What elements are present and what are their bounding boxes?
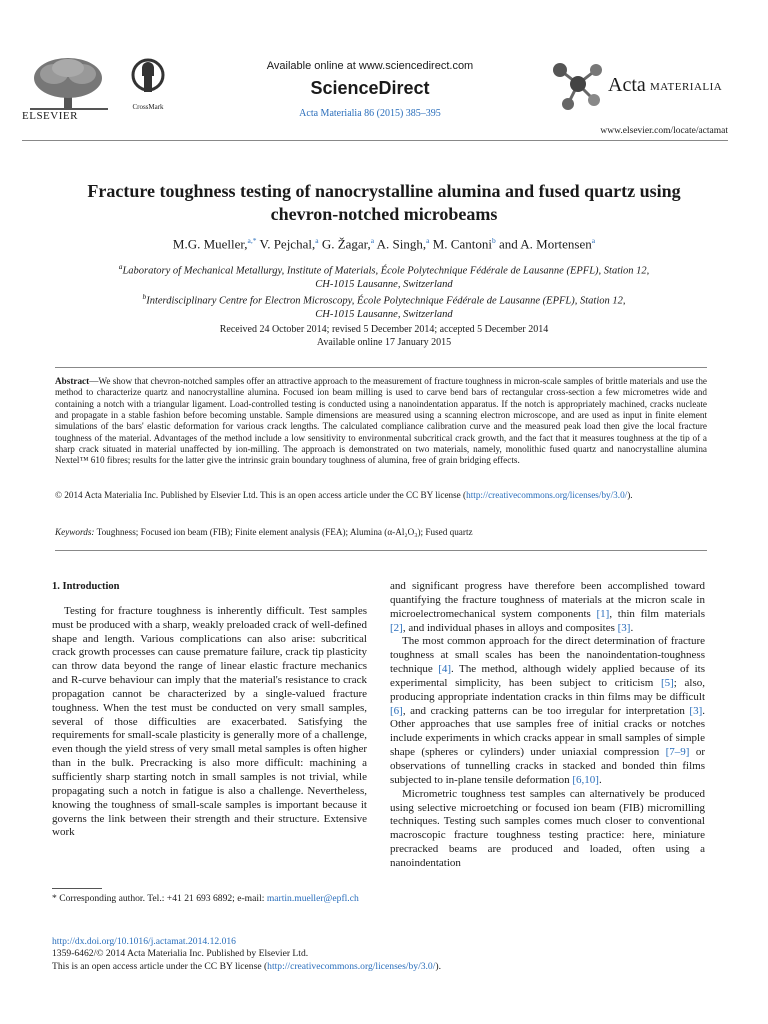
author-name[interactable]: and A. Mortensen bbox=[498, 236, 592, 252]
abstract-label: Abstract bbox=[55, 376, 90, 386]
keywords bbox=[55, 527, 707, 537]
title-line-1: Fracture toughness testing of nanocrystalline alumina and fused quartz using bbox=[87, 181, 681, 201]
affiliation-line: CH-1015 Lausanne, Switzerland bbox=[315, 309, 453, 320]
citation-link[interactable]: [3] bbox=[689, 704, 703, 717]
crossmark-label: CrossMark bbox=[132, 103, 164, 111]
body-column-left bbox=[52, 580, 367, 840]
citation-link[interactable]: [1] bbox=[596, 607, 610, 620]
publisher-name: ELSEVIER bbox=[22, 110, 78, 122]
doi-link[interactable]: http://dx.doi.org/10.1016/j.actamat.2014.12.016 bbox=[52, 936, 236, 947]
crossmark-icon bbox=[131, 58, 165, 96]
abstract-divider-top bbox=[55, 367, 707, 368]
received-dates: Received 24 October 2014; revised 5 December 2014; accepted 5 December 2014 bbox=[219, 324, 549, 335]
keywords-list: Toughness; Focused ion beam (FIB); Finite element analysis (FEA); Alumina (α-Al₂O₃); Fused quartz bbox=[94, 527, 473, 537]
author-name[interactable]: V. Pejchal, bbox=[259, 236, 316, 252]
body-paragraph: The most common approach for the direct determination of fracture toughness at small scales has been the nanoindentation-toughness technique [4]. The method, although widely applied because of its experimental simplicity, has been subject to criticism [5]; also, producing appropriate indentation cracks in thin films may be difficult [6], and cracking patterns can be too irregular for interpretation [3]. Other approaches that use samples free of initial cracks or notches include experiments in which cracks appear in small samples of simple shape (spheres or cylinders) under uniaxial compression [7–9] or observations of tunnelling cracks in stacked and bonded thin films subjected to in-plane tensile deformation [6,10]. bbox=[390, 635, 705, 786]
journal-reference-link[interactable]: Acta Materialia 86 (2015) 385–395 bbox=[299, 108, 441, 119]
author-name[interactable]: G. Žagar, bbox=[321, 236, 371, 252]
citation-link[interactable]: [6] bbox=[390, 704, 403, 717]
affiliation-mark: b bbox=[142, 292, 147, 301]
article-title bbox=[40, 180, 728, 226]
copyright-text: © 2014 Acta Materialia Inc. Published by Elsevier Ltd. This is an open access article under the CC BY license ( bbox=[55, 490, 467, 500]
affiliation-line: Laboratory of Mechanical Metallurgy, Institute of Materials, École Polytechnique Fédérale de Lausanne (EPFL), Station 12, bbox=[122, 265, 650, 277]
citation-link[interactable]: [3] bbox=[617, 621, 631, 634]
author-affiliation-mark[interactable]: a bbox=[426, 236, 430, 245]
footnote-divider bbox=[52, 888, 102, 889]
issn-text: 1359-6462/© 2014 Acta Materialia Inc. Published by Elsevier Ltd. bbox=[52, 948, 309, 960]
author-name[interactable]: A. Singh, bbox=[376, 236, 427, 252]
author-name[interactable]: M. Cantoni bbox=[432, 236, 492, 252]
available-online-text: Available online at www.sciencedirect.com bbox=[266, 60, 474, 72]
elsevier-tree-logo bbox=[20, 56, 118, 112]
abstract-copyright bbox=[55, 490, 707, 502]
abstract-text: —We show that chevron-notched samples offer an attractive approach to the measurement of fracture toughness in micron-scale samples of brittle materials and use the method to characterize quartz and nanocrystalline alumina. Focused ion beam milling is used to carve bend bars of rectangular cross-section a few micrometres wide and containing a notch with a triangular ligament. Load-controlled testing is conducted using a nanoindentation apparatus. If the notch is appropriately machined, cracks nucleate and propagate in a stable fashion before becoming unstable. Sample dimensions are measured using a scanning electron microscope, and are used as input in finite element simulations of the bars' elastic deformation for various crack lengths. The calculated compliance calibration curve and the measured peak load then give the local fracture toughness of the material. Advantages of the method include a low sensitivity to environmental subcritical crack growth, and the fact that it measures toughness at the tip of a sharp crack situated in material unaffected by ion-milling. The approach is demonstrated on two materials, namely, monolithic fused quartz and nanocrystalline alumina Nextel™ 610 fibres; results for the latter give the intrinsic grain boundary toughness of alumina, free of grain bridging effects. bbox=[55, 376, 707, 466]
email-link[interactable]: martin.mueller@epfl.ch bbox=[266, 893, 359, 904]
author-list bbox=[40, 236, 728, 252]
body-column-right bbox=[390, 580, 705, 871]
crossmark-badge[interactable] bbox=[128, 58, 168, 110]
affiliation-line: CH-1015 Lausanne, Switzerland bbox=[315, 279, 453, 290]
author-affiliation-mark[interactable]: b bbox=[491, 236, 496, 245]
footnote-text: Corresponding author. Tel.: +41 21 693 6892; e-mail: bbox=[56, 893, 267, 904]
page-footer bbox=[52, 936, 732, 973]
author-affiliation-mark[interactable]: a,* bbox=[247, 236, 257, 245]
sciencedirect-logo: ScienceDirect bbox=[310, 78, 430, 98]
acta-logo-materialia: MATERIALIA bbox=[650, 81, 723, 93]
license-link[interactable]: http://creativecommons.org/licenses/by/3.0/ bbox=[466, 490, 628, 500]
keywords-label: Keywords: bbox=[55, 527, 95, 537]
citation-link[interactable]: [5] bbox=[660, 676, 674, 689]
copyright-end: ). bbox=[627, 490, 633, 500]
citation-link[interactable]: [7–9] bbox=[665, 746, 690, 759]
journal-homepage-url[interactable]: www.elsevier.com/locate/actamat bbox=[600, 126, 728, 136]
acta-materialia-logo bbox=[548, 56, 723, 112]
author-affiliation-mark[interactable]: a bbox=[315, 236, 319, 245]
body-paragraph: and significant progress have therefore been accomplished toward quantifying the fracture toughness of materials at the micron scale in microelectromechanical system components [1], thin film materials [2], and individual phases in alloys and composites [3]. bbox=[390, 580, 705, 634]
section-heading: 1. Introduction bbox=[52, 581, 120, 592]
author-name[interactable]: M.G. Mueller, bbox=[172, 236, 248, 252]
corresponding-author-footnote bbox=[52, 893, 367, 905]
molecule-icon bbox=[548, 56, 608, 112]
abstract bbox=[55, 376, 707, 467]
author-affiliation-mark[interactable]: a bbox=[591, 236, 596, 245]
footer-license-end: ). bbox=[435, 960, 441, 972]
affiliation-b bbox=[40, 290, 728, 322]
affiliation-a bbox=[40, 260, 728, 292]
affiliation-line: Interdisciplinary Centre for Electron Microscopy, École Polytechnique Fédérale de Lausanne (EPFL), Station 12, bbox=[146, 295, 626, 307]
available-online-date: Available online 17 January 2015 bbox=[316, 337, 452, 348]
abstract-divider-bottom bbox=[55, 550, 707, 551]
citation-link[interactable]: [4] bbox=[438, 663, 452, 676]
header-divider bbox=[22, 140, 728, 141]
citation-link[interactable]: [2] bbox=[390, 621, 403, 634]
author-affiliation-mark[interactable]: a bbox=[370, 236, 375, 245]
footer-license-text: This is an open access article under the CC BY license ( bbox=[52, 960, 268, 972]
acta-logo-acta: Acta bbox=[608, 74, 646, 96]
title-line-2: chevron-notched microbeams bbox=[270, 204, 498, 224]
body-paragraph: Testing for fracture toughness is inherently difficult. Test samples must be produced with a sharp, weakly preloaded crack of well-defined shape and length. Various complications can also arise: subcritical crack growth processes can cause premature failure, crack tip plasticity can throw data beyond the range of linear elastic fracture mechanics and R-curve behaviour can imply that the material's resistance to crack propagation cannot be characterized by a single-valued fracture toughness. When the test must be conducted on very small samples, several of those difficulties are exacerbated. Satisfying the requirements for small-scale plasticity is generally more of a challenge, even though the yield stress of very small metal samples is often higher than in the bulk. Precracking is also more difficult: machining a sufficiently sharp starting notch in small samples is not trivial, while propagating such a notch in fatigue is also a challenge. Nevertheless, knowing the toughness of small-scale samples is important because it governs the link between their strength and their structure. Extensive work bbox=[52, 604, 367, 839]
affiliation-mark: a bbox=[118, 262, 123, 271]
footer-license-link[interactable]: http://creativecommons.org/licenses/by/3.0/ bbox=[267, 960, 436, 972]
citation-link[interactable]: [6,10] bbox=[572, 773, 599, 786]
article-dates bbox=[40, 323, 728, 349]
body-paragraph: Micrometric toughness test samples can alternatively be produced using selective microetching or focused ion beam (FIB) micromilling techniques. Testing such samples comes much closer to conventional macroscopic fracture toughness testing practice: here, miniature precracked beams are produced and loaded, often using a nanoindentation bbox=[390, 787, 705, 869]
footnote-star: * bbox=[52, 893, 57, 904]
